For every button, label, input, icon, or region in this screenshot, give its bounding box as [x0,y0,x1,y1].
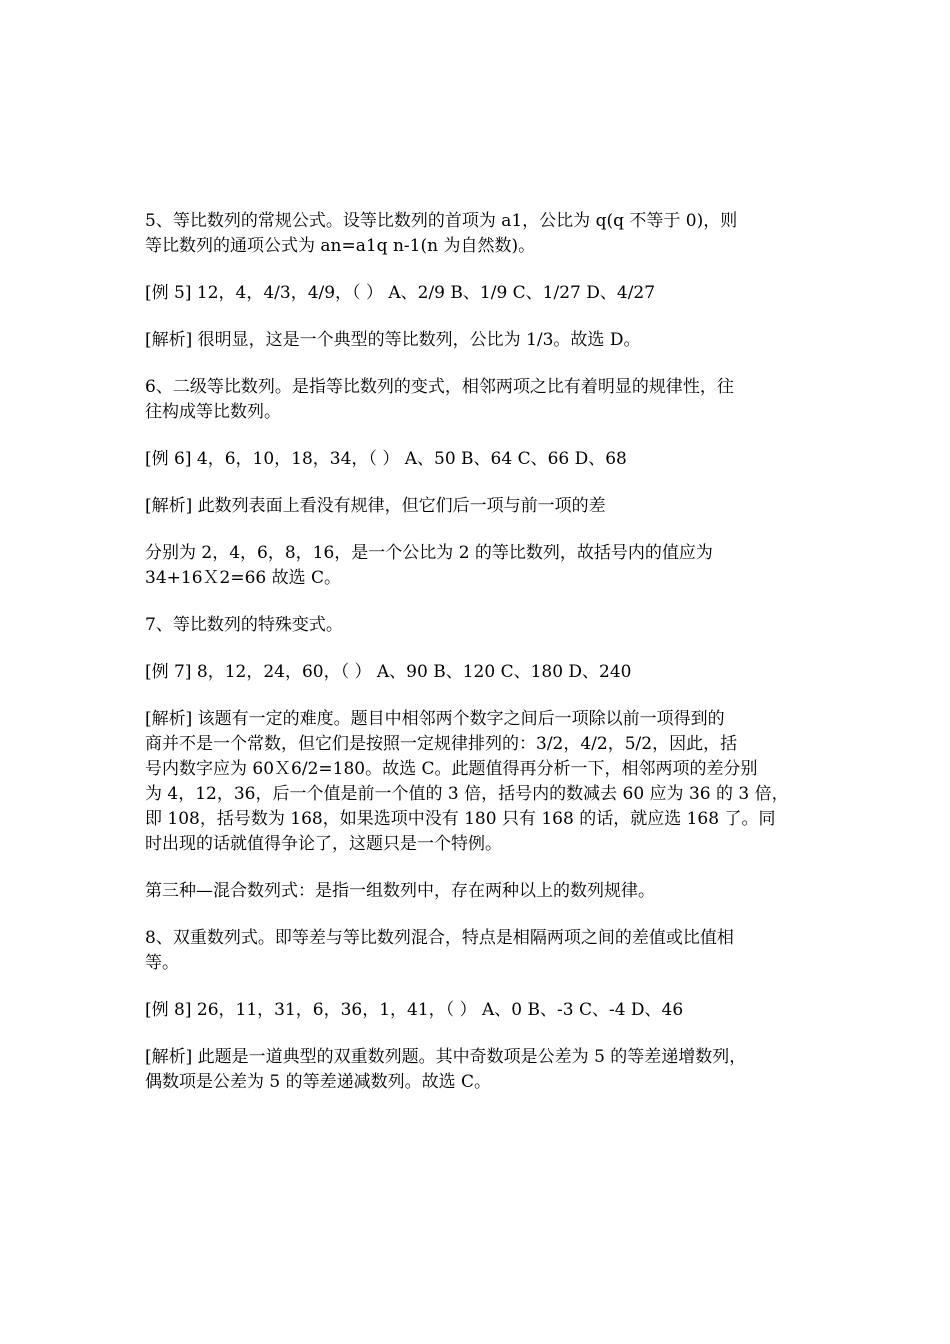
text-line: [解析] 此题是一道典型的双重数列题。其中奇数项是公差为 5 的等差递增数列， [145,1047,747,1067]
paragraph-analysis-5 [145,328,810,353]
text-line: 6、二级等比数列。是指等比数列的变式，相邻两项之比有着明显的规律性，往 [145,377,734,397]
text-line: [例 5] 12，4，4/3，4/9，（ ） A、2/9 B、1/9 C、1/27 D、4/27 [145,283,656,303]
text-line: 商并不是一个常数，但它们是按照一定规律排列的：3/2，4/2，5/2，因此，括 [145,734,738,754]
text-line: [解析] 很明显，这是一个典型的等比数列，公比为 1/3。故选 D。 [145,330,641,350]
paragraph-double-sequence [145,926,810,976]
text-line: 为 4，12，36，后一个值是前一个值的 3 倍，括号内的数减去 60 应为 36 的 3 倍， [145,784,789,804]
text-line: 8、双重数列式。即等差与等比数列混合，特点是相隔两项之间的差值或比值相 [145,928,734,948]
text-line: 时出现的话就值得争论了，这题只是一个特例。 [145,834,502,854]
text-line: 号内数字应为 60Ｘ6/2=180。故选 C。此题值得再分析一下，相邻两项的差分别 [145,759,758,779]
text-line: 5、等比数列的常规公式。设等比数列的首项为 a1，公比为 q(q 不等于 0)，则 [145,211,738,231]
document-body [145,209,810,1117]
paragraph-geometric-formula [145,209,810,259]
paragraph-example-6 [145,447,810,472]
paragraph-analysis-6-part2 [145,541,810,591]
text-line: 往构成等比数列。 [145,402,281,422]
paragraph-analysis-6-part1 [145,494,810,519]
text-line: 等。 [145,953,179,973]
paragraph-special-geometric [145,613,810,638]
paragraph-example-5 [145,281,810,306]
paragraph-second-order-geometric [145,375,810,425]
text-line: [例 7] 8，12，24，60，（ ） A、90 B、120 C、180 D、240 [145,662,632,682]
text-line: [例 6] 4，6，10，18，34，（ ） A、50 B、64 C、66 D、68 [145,449,627,469]
text-line: 即 108，括号数为 168，如果选项中没有 180 只有 168 的话，就应选 168 了。同 [145,809,776,829]
text-line: 偶数项是公差为 5 的等差递减数列。故选 C。 [145,1072,492,1092]
text-line: 第三种—混合数列式：是指一组数列中，存在两种以上的数列规律。 [145,881,655,901]
paragraph-mixed-sequence [145,879,810,904]
text-line: 分别为 2，4，6，8，16，是一个公比为 2 的等比数列，故括号内的值应为 [145,543,713,563]
paragraph-example-7 [145,660,810,685]
text-line: [解析] 此数列表面上看没有规律，但它们后一项与前一项的差 [145,496,606,516]
text-line: 等比数列的通项公式为 an=a1q n-1(n 为自然数)。 [145,236,536,256]
text-line: [解析] 该题有一定的难度。题目中相邻两个数字之间后一项除以前一项得到的 [145,709,725,729]
paragraph-analysis-8 [145,1045,810,1095]
text-line: 34+16Ｘ2=66 故选 C。 [145,568,342,588]
paragraph-example-8 [145,998,810,1023]
text-line: [例 8] 26，11，31，6，36，1，41，（ ） A、0 B、-3 C、-4 D、46 [145,1000,684,1020]
text-line: 7、等比数列的特殊变式。 [145,615,343,635]
paragraph-analysis-7 [145,707,810,857]
